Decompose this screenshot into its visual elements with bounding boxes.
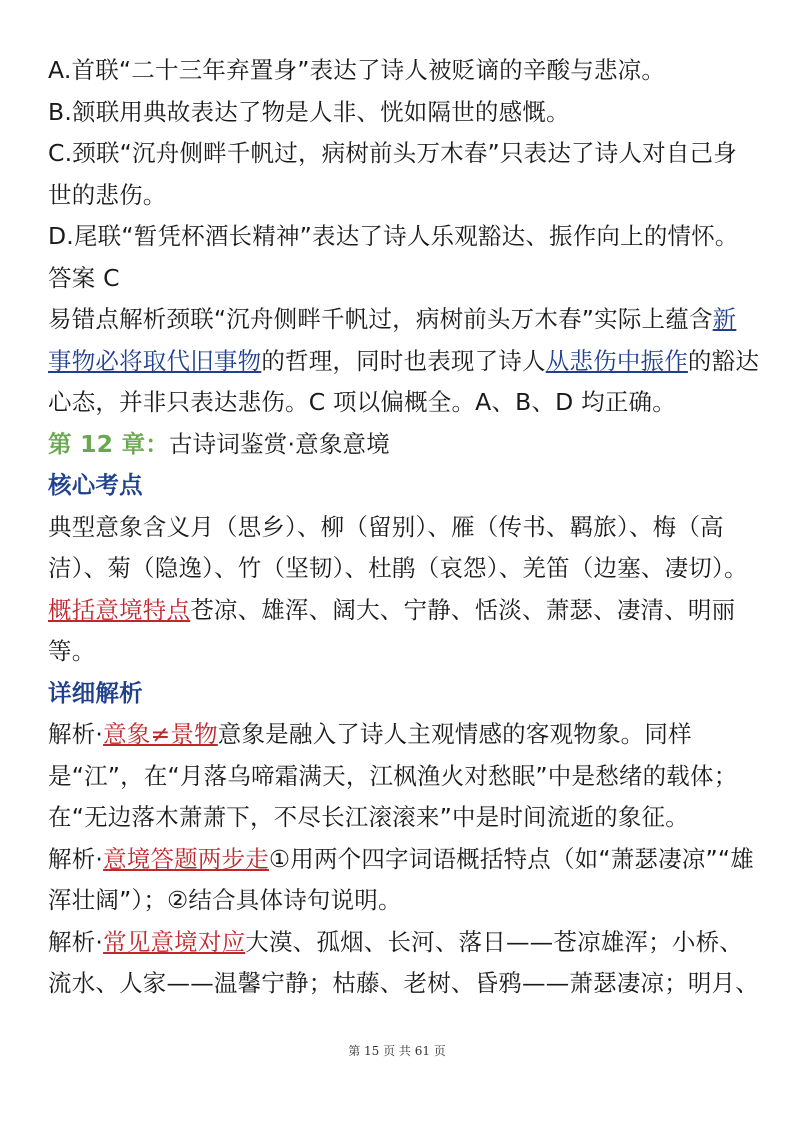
link-imagery-vs-scenery[interactable]: 意象≠景物 [103, 720, 218, 748]
detail-text: ①用两个四字词语概括特点（如“萧瑟凄凉”“雄浑壮阔”）；②结合具体诗句说明。 [48, 844, 754, 914]
error-analysis [48, 299, 760, 424]
detail-text: 意象是融入了诗人主观情感的客观物象。同样是“江”，在“月落乌啼霜满天，江枫渔火对愁眠”中是愁绪的载体；在“无边落木萧萧下，不尽长江滚滚来”中是时间流逝的象征。 [48, 720, 738, 831]
error-analysis-text-3: 的豁达心态，并非只表达悲伤。C 项以偏概全。A、B、D 均正确。 [48, 346, 760, 416]
detail-text: 大漠、孤烟、长河、落日——苍凉雄浑；小桥、流水、人家——温馨宁静；枯藤、老树、昏鸦——萧瑟凄凉；明月、 [48, 927, 759, 997]
link-common-mood[interactable]: 常见意境对应 [103, 927, 246, 956]
typical-imagery: 典型意象含义月（思乡）、柳（留别）、雁（传书、羁旅）、梅（高洁）、菊（隐逸）、竹（坚韧）、杜鹃（哀怨）、羌笛（边塞、凄切）。 [48, 512, 748, 582]
summary-points [48, 590, 760, 673]
detail-prefix: 解析· [48, 927, 104, 956]
detail-item [48, 714, 760, 839]
detail-prefix: 解析· [48, 720, 104, 748]
page-footer: 第 15 页 共 61 页 [348, 1044, 446, 1058]
answer: 答案 C [48, 263, 120, 292]
error-analysis-text-1: 易错点解析颈联“沉舟侧畔千帆过，病树前头万木春”实际上蕴含 [48, 305, 713, 333]
detail-heading: 详细解析 [48, 678, 143, 707]
summary-text: 苍凉、雄浑、阔大、宁静、恬淡、萧瑟、凄清、明丽等。 [48, 595, 736, 665]
link-new-replaces-old[interactable]: 新事物必将取代旧事物 [48, 305, 737, 375]
page-content [48, 50, 760, 1005]
detail-item [48, 922, 760, 1005]
core-heading: 核心考点 [48, 471, 143, 499]
detail-item [48, 839, 760, 922]
link-summary-label[interactable]: 概括意境特点 [48, 595, 191, 624]
link-recover-from-grief[interactable]: 从悲伤中振作 [545, 346, 688, 375]
error-analysis-text-2: 的哲理，同时也表现了诗人 [261, 346, 546, 375]
chapter-label: 第 12 章： [48, 429, 169, 458]
option-c: C.颈联“沉舟侧畔千帆过，病树前头万木春”只表达了诗人对自己身世的悲伤。 [48, 139, 737, 209]
option-a: A.首联“二十三年弃置身”表达了诗人被贬谪的辛酸与悲凉。 [48, 56, 666, 84]
chapter-heading [48, 424, 760, 466]
link-two-step-answer[interactable]: 意境答题两步走 [103, 844, 269, 873]
option-b: B.颔联用典故表达了物是人非、恍如隔世的感慨。 [48, 97, 570, 126]
chapter-title: 古诗词鉴赏·意象意境 [168, 429, 390, 458]
detail-prefix: 解析· [48, 844, 104, 873]
option-d: D.尾联“暂凭杯酒长精神”表达了诗人乐观豁达、振作向上的情怀。 [48, 222, 739, 250]
